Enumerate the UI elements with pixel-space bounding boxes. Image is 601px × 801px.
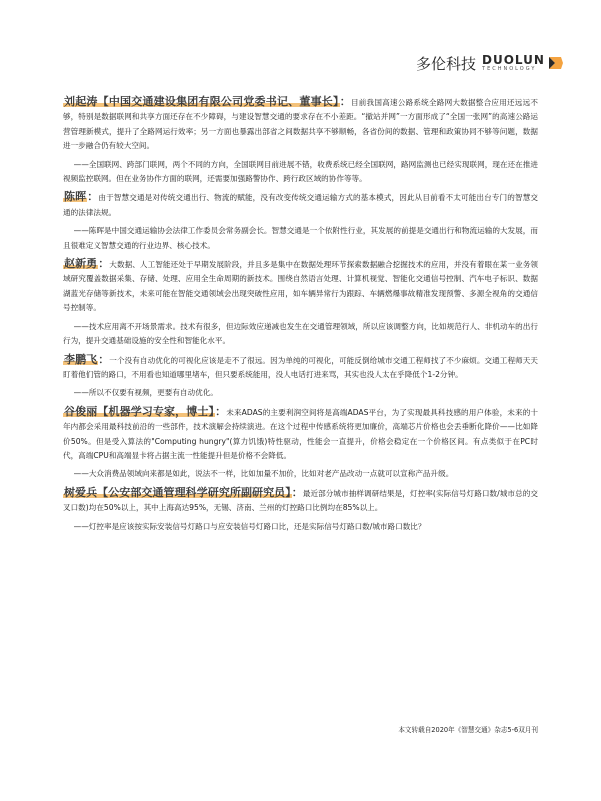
- statement-paragraph: [63, 405, 538, 464]
- statement-paragraph: [63, 95, 538, 154]
- statement-text: 未来ADAS的主要利润空间将是高端ADAS平台，为了实现最具科技感的用户体验，未来的十年内都会采用最科技前沿的一些部件，技术演解会持续演进。在这个过程中传感系统将更加廉价，高端芯片价格也会丢垂断化降价——比如降价50%。但是受入算法的"Computing hungry"(算力饥饿)特性驱动，性能会一直提升，价格会稳定在一个价格区间。有点类似于在PC时代，高端CPU和高端显卡将占据主流一性能提升但是价格不会降低。: [63, 407, 539, 460]
- statement-text: 一个没有自动优化的可视化应该是走不了很远。因为单纯的可视化，可能反倒给城市交通工程师找了不少麻烦。交通工程师天天盯着他们管的路口，不用看也知道哪里堵车，但只要系统能用，没人电话打进来骂，其实也没人太在乎降低个1-2分钟。: [63, 355, 539, 379]
- company-logo: [416, 48, 581, 78]
- statement-paragraph: [63, 257, 538, 316]
- speaker-colon: ：: [215, 404, 227, 418]
- speaker-name: 树爱兵【公安部交通管理科学研究所副研究员】: [64, 485, 291, 499]
- logo-english-main: DUOLUN: [482, 53, 545, 67]
- reply-paragraph: ——灯控率是应该按实际安装信号灯路口与应安装信号灯路口比，还是实际信号灯路口数/城市路口数比？: [73, 521, 426, 531]
- interview-article: [63, 95, 538, 538]
- statement-text: 由于智慧交通是对传统交通出行、物流的赋能，没有改变传统交通运输方式的基本模式，因此从目前看不太可能出台专门的智慧交通的法律法规。: [63, 193, 539, 217]
- statement-paragraph: [63, 190, 538, 220]
- reply-paragraph: ——所以不仅要有视频，更要有自动优化。: [73, 388, 218, 398]
- section-li-pengfei: [63, 353, 538, 401]
- speaker-name: 谷俊丽【机器学习专家，博士】: [64, 404, 215, 418]
- logo-english-name: [482, 54, 545, 72]
- speaker-colon: ：: [339, 95, 351, 108]
- logo-arrow-icon: [549, 56, 563, 70]
- speaker-name: 刘起涛【中国交通建设集团有限公司党委书记、董事长】: [64, 95, 339, 108]
- speaker-colon: ：: [98, 257, 110, 271]
- reply-paragraph: ——陈晖是中国交通运输协会法律工作委员会常务副会长。智慧交通是一个依附性行业，其发展的前提是交通出行和物流运输的大发展，而且很难定义智慧交通的行业边界、核心技术。: [63, 226, 538, 250]
- source-note: 本文转载自2020年《智慧交通》杂志5-6双月刊: [398, 726, 538, 734]
- speaker-colon: ：: [98, 352, 110, 366]
- speaker-name: 赵新勇: [64, 257, 98, 271]
- speaker-colon: ：: [87, 190, 99, 204]
- statement-paragraph: [63, 353, 538, 383]
- logo-english-sub: TECHNOLOGY: [482, 66, 537, 72]
- reply-paragraph: ——全国联网、跨部门联网，两个不同的方向，全国联网目前进展不错，收费系统已经全国联网，路网监测也已经实现联网，现在还在推进视频监控联网。但在业务协作方面的联网，还需要加强路警协作、跨行政区域的协作等等。: [63, 159, 538, 184]
- logo-chinese-name: 多伦科技: [416, 54, 477, 73]
- reply-paragraph: ——大众消费品领域向来都是如此，说法不一样，比如加量不加价，比如对老产品改动一点就可以宣称产品升级。: [73, 469, 454, 479]
- statement-text: 目前我国高速公路系统全路网大数据整合应用还远远不够，特别是数据联网和共享方面还存在不少障碍，与建设智慧交通的要求存在不小差距。“撤站并网”一方面形成了“全国一张网”的高速公路运营管理新模式，提升了全路网运行效率；另一方面也暴露出部省之间数据共享不够顺畅，各省份间的数据、管理和政策协同不够等问题，数据进一步融合仍有较大空间。: [63, 98, 539, 151]
- statement-text: 大数据、人工智能还处于早期发展阶段，并且多是集中在数据处理环节探索数据融合挖掘技术的应用，并没有着眼在某一业务领域研究覆盖数据采集、存储、处理、应用全生命周期的新技术。围绕自然语言处理、计算机视觉、智能化交通信号控制、汽车电子标识、数据湖蓝光存储等新技术，未来可能在智能交通领域会出现突破性应用，如车辆异常行为跟踪、车辆燃爆事故精准发现预警、多源全视角的交通信号控制等。: [63, 260, 539, 313]
- speaker-colon: ：: [291, 485, 303, 499]
- speaker-name: 李鹏飞: [64, 352, 98, 366]
- section-zhao-xinyong: [63, 257, 538, 348]
- speaker-name: 陈晖: [64, 190, 87, 204]
- section-shu-aibing: [63, 486, 538, 534]
- section-liu-qitao: [63, 95, 538, 186]
- statement-text: 最近部分城市抽样调研结果是，灯控率(实际信号灯路口数/城市总的交叉口数)均在50%以上，其中上海高达95%，无锡、济南、兰州的灯控路口比例均在85%以上。: [63, 488, 538, 513]
- section-gu-junli: [63, 405, 538, 482]
- statement-paragraph: [63, 486, 538, 516]
- reply-paragraph: ——技术应用离不开场景需求。技术有很多，但边际效应递减也发生在交通管理领域，所以应该调整方向，比如规范行人、非机动车的出行行为，提升交通基础设施的安全性和智能化水平。: [63, 321, 538, 346]
- section-chen-hui: [63, 190, 538, 253]
